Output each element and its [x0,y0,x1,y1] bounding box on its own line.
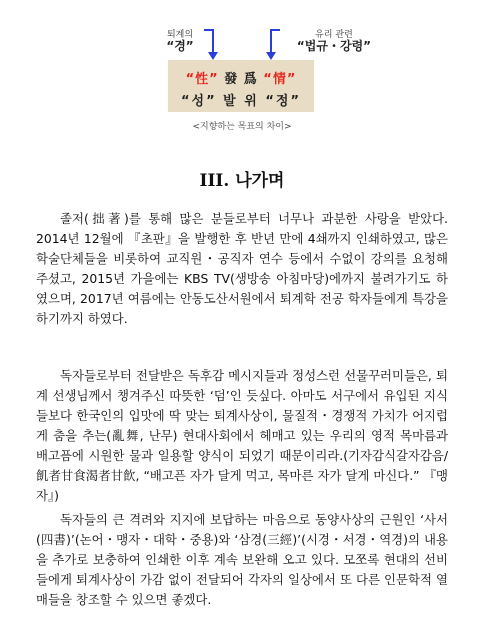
right-label-small: 유리 관련 [315,30,353,40]
down-arrow-right-icon [256,28,286,62]
paragraph-3: 독자들의 큰 격려와 지지에 보답하는 마음으로 동양사상의 근원인 ‘사서(四書)’(논어・맹자・대학・중용)와 ‘삼경(三經)’(시경・서경・역경)의 내용을 추가로 보충하여 인쇄한 이후 계속 보완해 오고 있다. 모쪼록 현대의 선비들에게 퇴계사상이 가감 없이 전달되어 각자의 일상에서 또 다른 인문학적 열매들을 창조할 수 있으면 좋겠다. [36,512,448,607]
box-line-hanja [168,68,314,87]
down-arrow-left-icon [198,28,228,62]
box-line1-left: “性” [185,72,219,87]
box-line-hangul: “성” 발 위 “정” [181,94,301,109]
right-label [286,30,382,54]
diagram-caption: <지향하는 목표의 차이> [192,122,292,132]
left-label-small: 퇴계의 [166,30,194,40]
right-label-big: “법규・강령” [296,39,372,54]
box-line1-right: “情” [263,72,297,87]
section-heading: III. 나가며 [199,171,285,191]
paragraph-1: 졸저(拙著)를 통해 많은 분들로부터 너무나 과분한 사랑을 받았다. 2014년 12월에 『초판』을 발행한 후 반년 만에 4쇄까지 인쇄하였고, 많은 학술단체들을 비롯하여 교직원・공직자 연수 등에서 수없이 강의를 요청해 주셨고, 2015년 가을에는 KBS TV(생방송 아침마당)에까지 불려가기도 하였으며, 2017년 여름에는 안동도산서원에서 퇴계학 전공 학자들에게 특강을 하기까지 하였다. [36,211,448,326]
concept-box [168,60,314,112]
paragraph-2: 독자들로부터 전달받은 독후감 메시지들과 정성스런 선물꾸러미들은, 퇴계 선생님께서 챙겨주신 따뜻한 ‘덤’인 듯싶다. 아마도 서구에서 유입된 지식들보다 한국인의 입맛에 딱 맞는 퇴계사상이, 물질적・경쟁적 가치가 어지럽게 춤을 추는(亂舞, 난무) 현대사회에서 헤매고 있는 우리의 영적 목마름과 배고픔에 시원한 물과 일용할 양식이 되었기 때문이리라.(기자감식갈자감음/飢者甘食渴者甘飮, “배고픈 자가 달게 먹고, 목마른 자가 달게 마신다.” 『맹자』) [36,368,448,503]
box-line1-mid: 發 爲 [218,72,264,87]
left-label-big: “경” [166,39,194,54]
